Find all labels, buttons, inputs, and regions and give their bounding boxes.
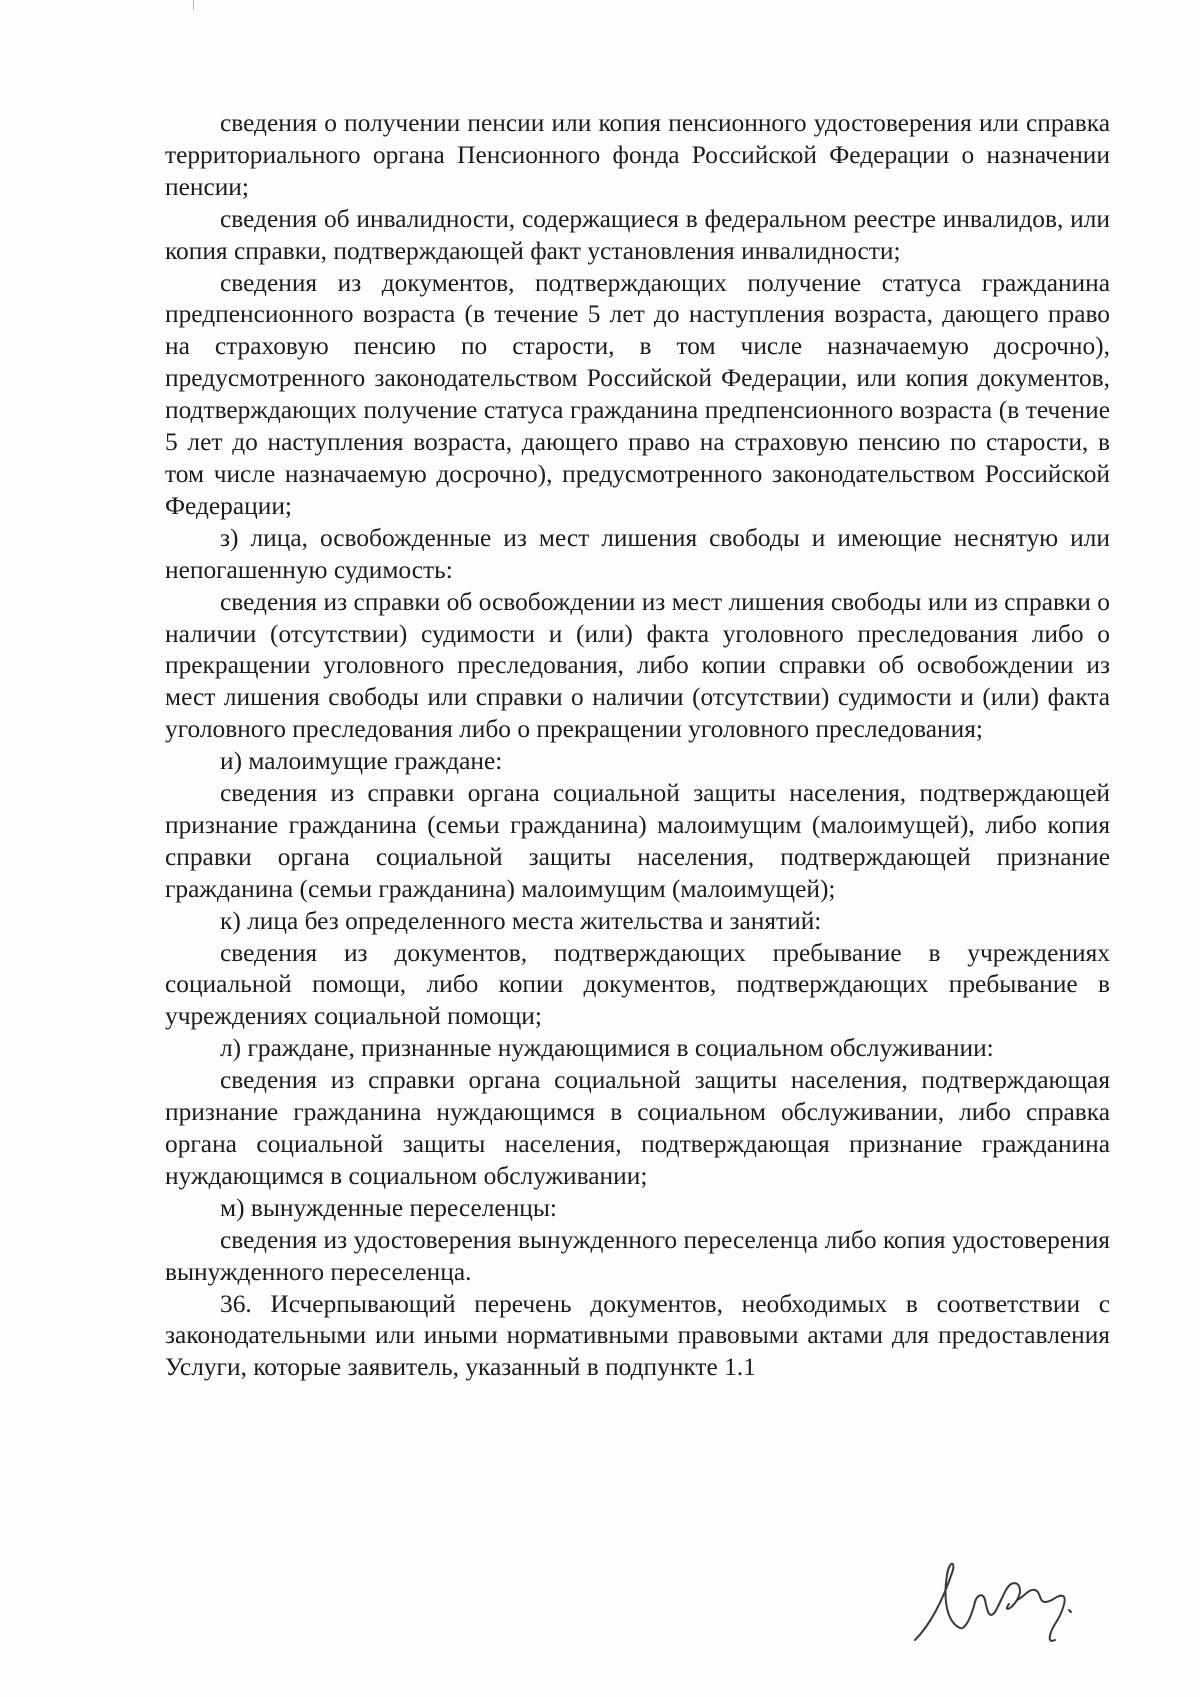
paragraph-release-certificate: сведения из справки об освобождении из мест лишения свободы или из справки о наличии (отсутствии) судимости и (или) факта уголовного преследования либо о прекращении уголовного преследования, либо копии справки об освобождении из мест лишения свободы или справки о наличии (отсутствии) судимости и (или) факта уголовного преследования либо о прекращении уголовного преследования;: [165, 587, 1110, 744]
paragraph-item-z: з) лица, освобожденные из мест лишения свободы и имеющие неснятую или непогашенную судимость:: [165, 523, 1110, 584]
paragraph-low-income-certificate: сведения из справки органа социальной защиты населения, подтверждающей признание гражданина (семьи гражданина) малоимущим (малоимущей), либо копия справки органа социальной защиты населения, подтверждающей признание гражданина (семьи гражданина) малоимущим (малоимущей);: [165, 779, 1110, 903]
paragraph-disability-info: сведения об инвалидности, содержащиеся в федеральном реестре инвалидов, или копия справки, подтверждающей факт установления инвалидности;: [165, 204, 1110, 265]
paragraph-item-l: л) граждане, признанные нуждающимися в социальном обслуживании:: [220, 1034, 994, 1063]
paragraph-social-service-certificate: сведения из справки органа социальной защиты населения, подтверждающая признание гражданина нуждающимся в социальном обслуживании, либо справка органа социальной защиты населения, подтверждающая признание гражданина нуждающимся в социальном обслуживании;: [165, 1066, 1110, 1190]
paragraph-pre-pension-status: сведения из документов, подтверждающих получение статуса гражданина предпенсионного возраста (в течение 5 лет до наступления возраста, дающего право на страховую пенсию по старости, в том числе назначаемую досрочно), предусмотренного законодательством Российской Федерации, или копия документов, подтверждающих получение статуса гражданина предпенсионного возраста (в течение 5 лет до наступления возраста, дающего право на страховую пенсию по старости, в том числе назначаемую досрочно), предусмотренного законодательством Российской Федерации;: [165, 268, 1110, 520]
paragraph-migrant-certificate: сведения из удостоверения вынужденного переселенца либо копия удостоверения вынужденного переселенца.: [165, 1225, 1110, 1286]
paragraph-item-m: м) вынужденные переселенцы:: [220, 1193, 557, 1222]
paragraph-section-36: 36. Исчерпывающий перечень документов, необходимых в соответствии с законодательными или иными нормативными правовыми актами для предоставления Услуги, которые заявитель, указанный в подпункте 1.1: [165, 1289, 1110, 1382]
document-body: [165, 108, 1110, 1384]
paragraph-pension-info: сведения о получении пенсии или копия пенсионного удостоверения или справка территориального органа Пенсионного фонда Российской Федерации о назначении пенсии;: [165, 109, 1110, 201]
handwritten-initials: [905, 1540, 1095, 1660]
scan-edge-mark: [193, 0, 194, 10]
paragraph-item-i: и) малоимущие граждане:: [220, 747, 503, 776]
paragraph-item-k: к) лица без определенного места жительства и занятий:: [220, 906, 822, 935]
paragraph-social-aid-documents: сведения из документов, подтверждающих пребывание в учреждениях социальной помощи, либо копии документов, подтверждающих пребывание в учреждениях социальной помощи;: [165, 938, 1110, 1031]
